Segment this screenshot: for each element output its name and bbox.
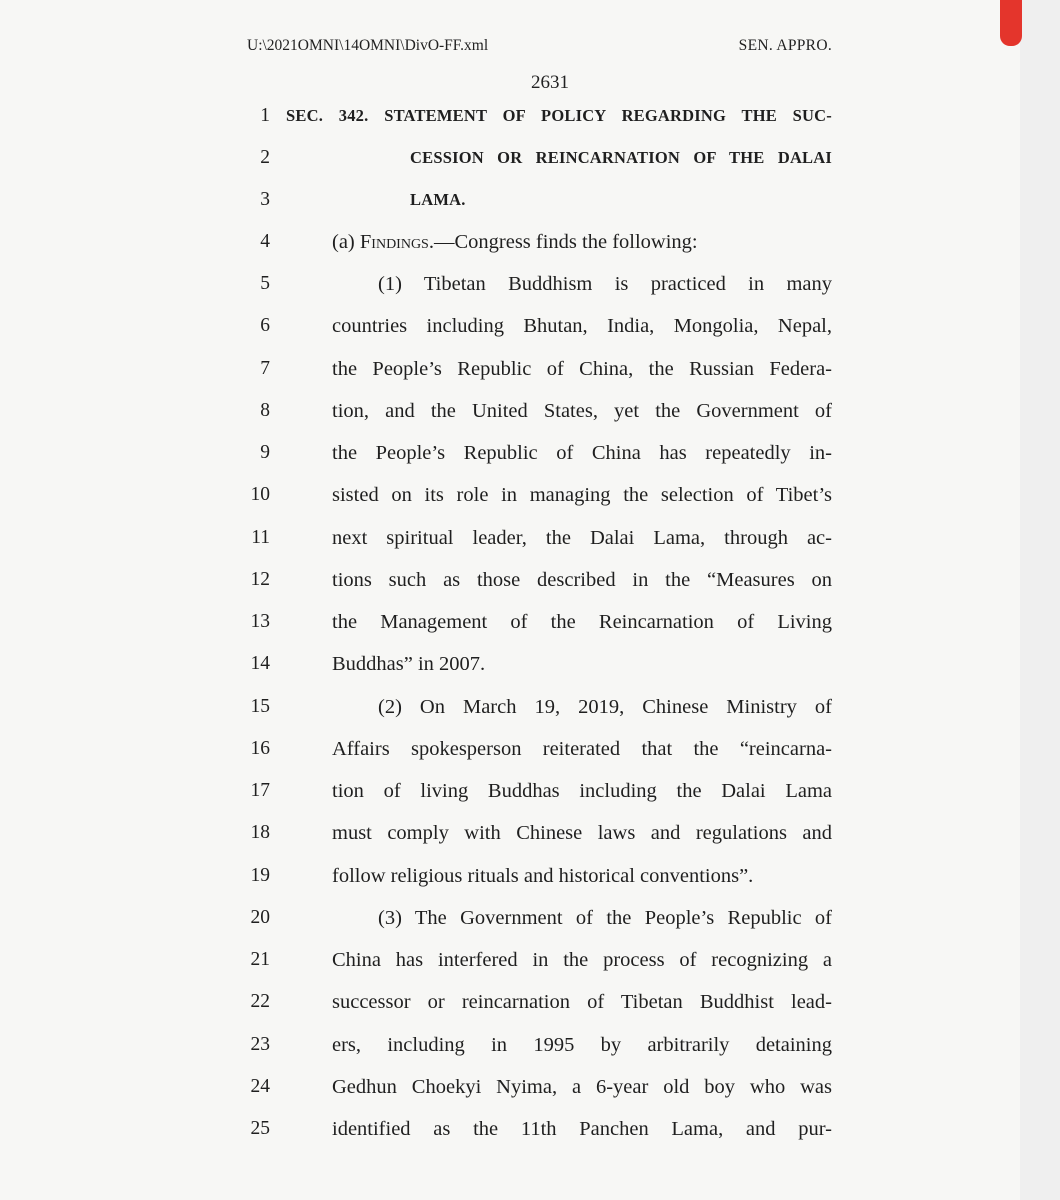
document-line [0, 815, 1000, 851]
document-line [0, 1027, 1000, 1063]
subsection-text: .—Congress finds the following: [428, 231, 698, 253]
line-number: 10 [250, 484, 270, 505]
line-text: the People’s Republic of China, the Russian Federa- [332, 358, 832, 380]
line-text: ers, including in 1995 by arbitrarily detaining [332, 1034, 832, 1056]
line-text: follow religious rituals and historical conventions”. [332, 865, 754, 887]
document-line [0, 393, 1000, 429]
document-line [0, 182, 1000, 218]
findings-heading: Findings [359, 231, 429, 253]
line-text [332, 224, 698, 260]
line-number: 11 [251, 527, 270, 548]
document-line [0, 731, 1000, 767]
scroll-position-marker[interactable] [1000, 0, 1022, 46]
line-text: China has interfered in the process of recognizing a [332, 949, 832, 971]
section-heading: LAMA. [410, 190, 466, 209]
line-number: 3 [260, 189, 270, 210]
document-line [0, 604, 1000, 640]
line-number: 17 [250, 780, 270, 801]
line-number: 7 [260, 358, 270, 379]
document-line [0, 773, 1000, 809]
line-text: Buddhas” in 2007. [332, 653, 486, 675]
line-number: 23 [250, 1034, 270, 1055]
line-number: 9 [260, 442, 270, 463]
line-number: 1 [260, 105, 270, 126]
line-number: 19 [250, 865, 270, 886]
line-text: successor or reincarnation of Tibetan Buddhist lead- [332, 991, 832, 1013]
line-number: 12 [250, 569, 270, 590]
line-number: 6 [260, 315, 270, 336]
line-text: (2) On March 19, 2019, Chinese Ministry of [378, 696, 832, 718]
document-line [0, 1069, 1000, 1105]
line-number: 14 [250, 653, 270, 674]
document-line [0, 477, 1000, 513]
line-number: 2 [260, 147, 270, 168]
document-line [0, 520, 1000, 556]
line-text: countries including Bhutan, India, Mongolia, Nepal, [332, 315, 832, 337]
line-number: 4 [260, 231, 270, 252]
line-text: identified as the 11th Panchen Lama, and pur- [332, 1118, 832, 1140]
line-number: 8 [260, 400, 270, 421]
line-text: the Management of the Reincarnation of Living [332, 611, 832, 633]
document-line [0, 224, 1000, 260]
line-text: the People’s Republic of China has repeatedly in- [332, 442, 832, 464]
document-line [0, 308, 1000, 344]
line-number: 20 [250, 907, 270, 928]
line-text: Affairs spokesperson reiterated that the “reincarna- [332, 738, 832, 760]
document-line [0, 435, 1000, 471]
line-number: 5 [260, 273, 270, 294]
line-text: (3) The Government of the People’s Republic of [378, 907, 832, 929]
section-heading: CESSION OR REINCARNATION OF THE DALAI [410, 148, 832, 167]
line-number: 16 [250, 738, 270, 759]
line-text: sisted on its role in managing the selection of Tibet’s [332, 484, 832, 506]
document-line [0, 562, 1000, 598]
line-text: tion, and the United States, yet the Government of [332, 400, 832, 422]
line-number: 15 [250, 696, 270, 717]
line-text: (1) Tibetan Buddhism is practiced in many [378, 273, 832, 295]
running-header [247, 37, 832, 57]
document-line [0, 900, 1000, 936]
scrollbar-track[interactable] [1020, 0, 1060, 1200]
document-line [0, 984, 1000, 1020]
line-text: Gedhun Choekyi Nyima, a 6-year old boy who was [332, 1076, 832, 1098]
line-number: 21 [250, 949, 270, 970]
document-line [0, 942, 1000, 978]
line-text: tion of living Buddhas including the Dalai Lama [332, 780, 832, 802]
document-line [0, 351, 1000, 387]
page-number: 2631 [531, 72, 569, 93]
document-line [0, 140, 1000, 176]
document-line [0, 858, 1000, 894]
line-text: next spiritual leader, the Dalai Lama, through ac- [332, 527, 832, 549]
subsection-label: (a) [332, 231, 360, 253]
document-line [0, 266, 1000, 302]
line-number: 18 [250, 822, 270, 843]
file-path: U:\2021OMNI\14OMNI\DivO-FF.xml [247, 37, 489, 54]
line-number: 24 [250, 1076, 270, 1097]
line-number: 25 [250, 1118, 270, 1139]
line-number: 22 [250, 991, 270, 1012]
committee-label: SEN. APPRO. [738, 37, 832, 54]
line-number: 13 [250, 611, 270, 632]
document-line [0, 98, 1000, 134]
line-text: tions such as those described in the “Measures on [332, 569, 832, 591]
document-line [0, 1111, 1000, 1147]
document-line [0, 646, 1000, 682]
section-heading: SEC. 342. STATEMENT OF POLICY REGARDING THE SUC- [286, 106, 832, 125]
line-text: must comply with Chinese laws and regulations and [332, 822, 832, 844]
document-line [0, 689, 1000, 725]
